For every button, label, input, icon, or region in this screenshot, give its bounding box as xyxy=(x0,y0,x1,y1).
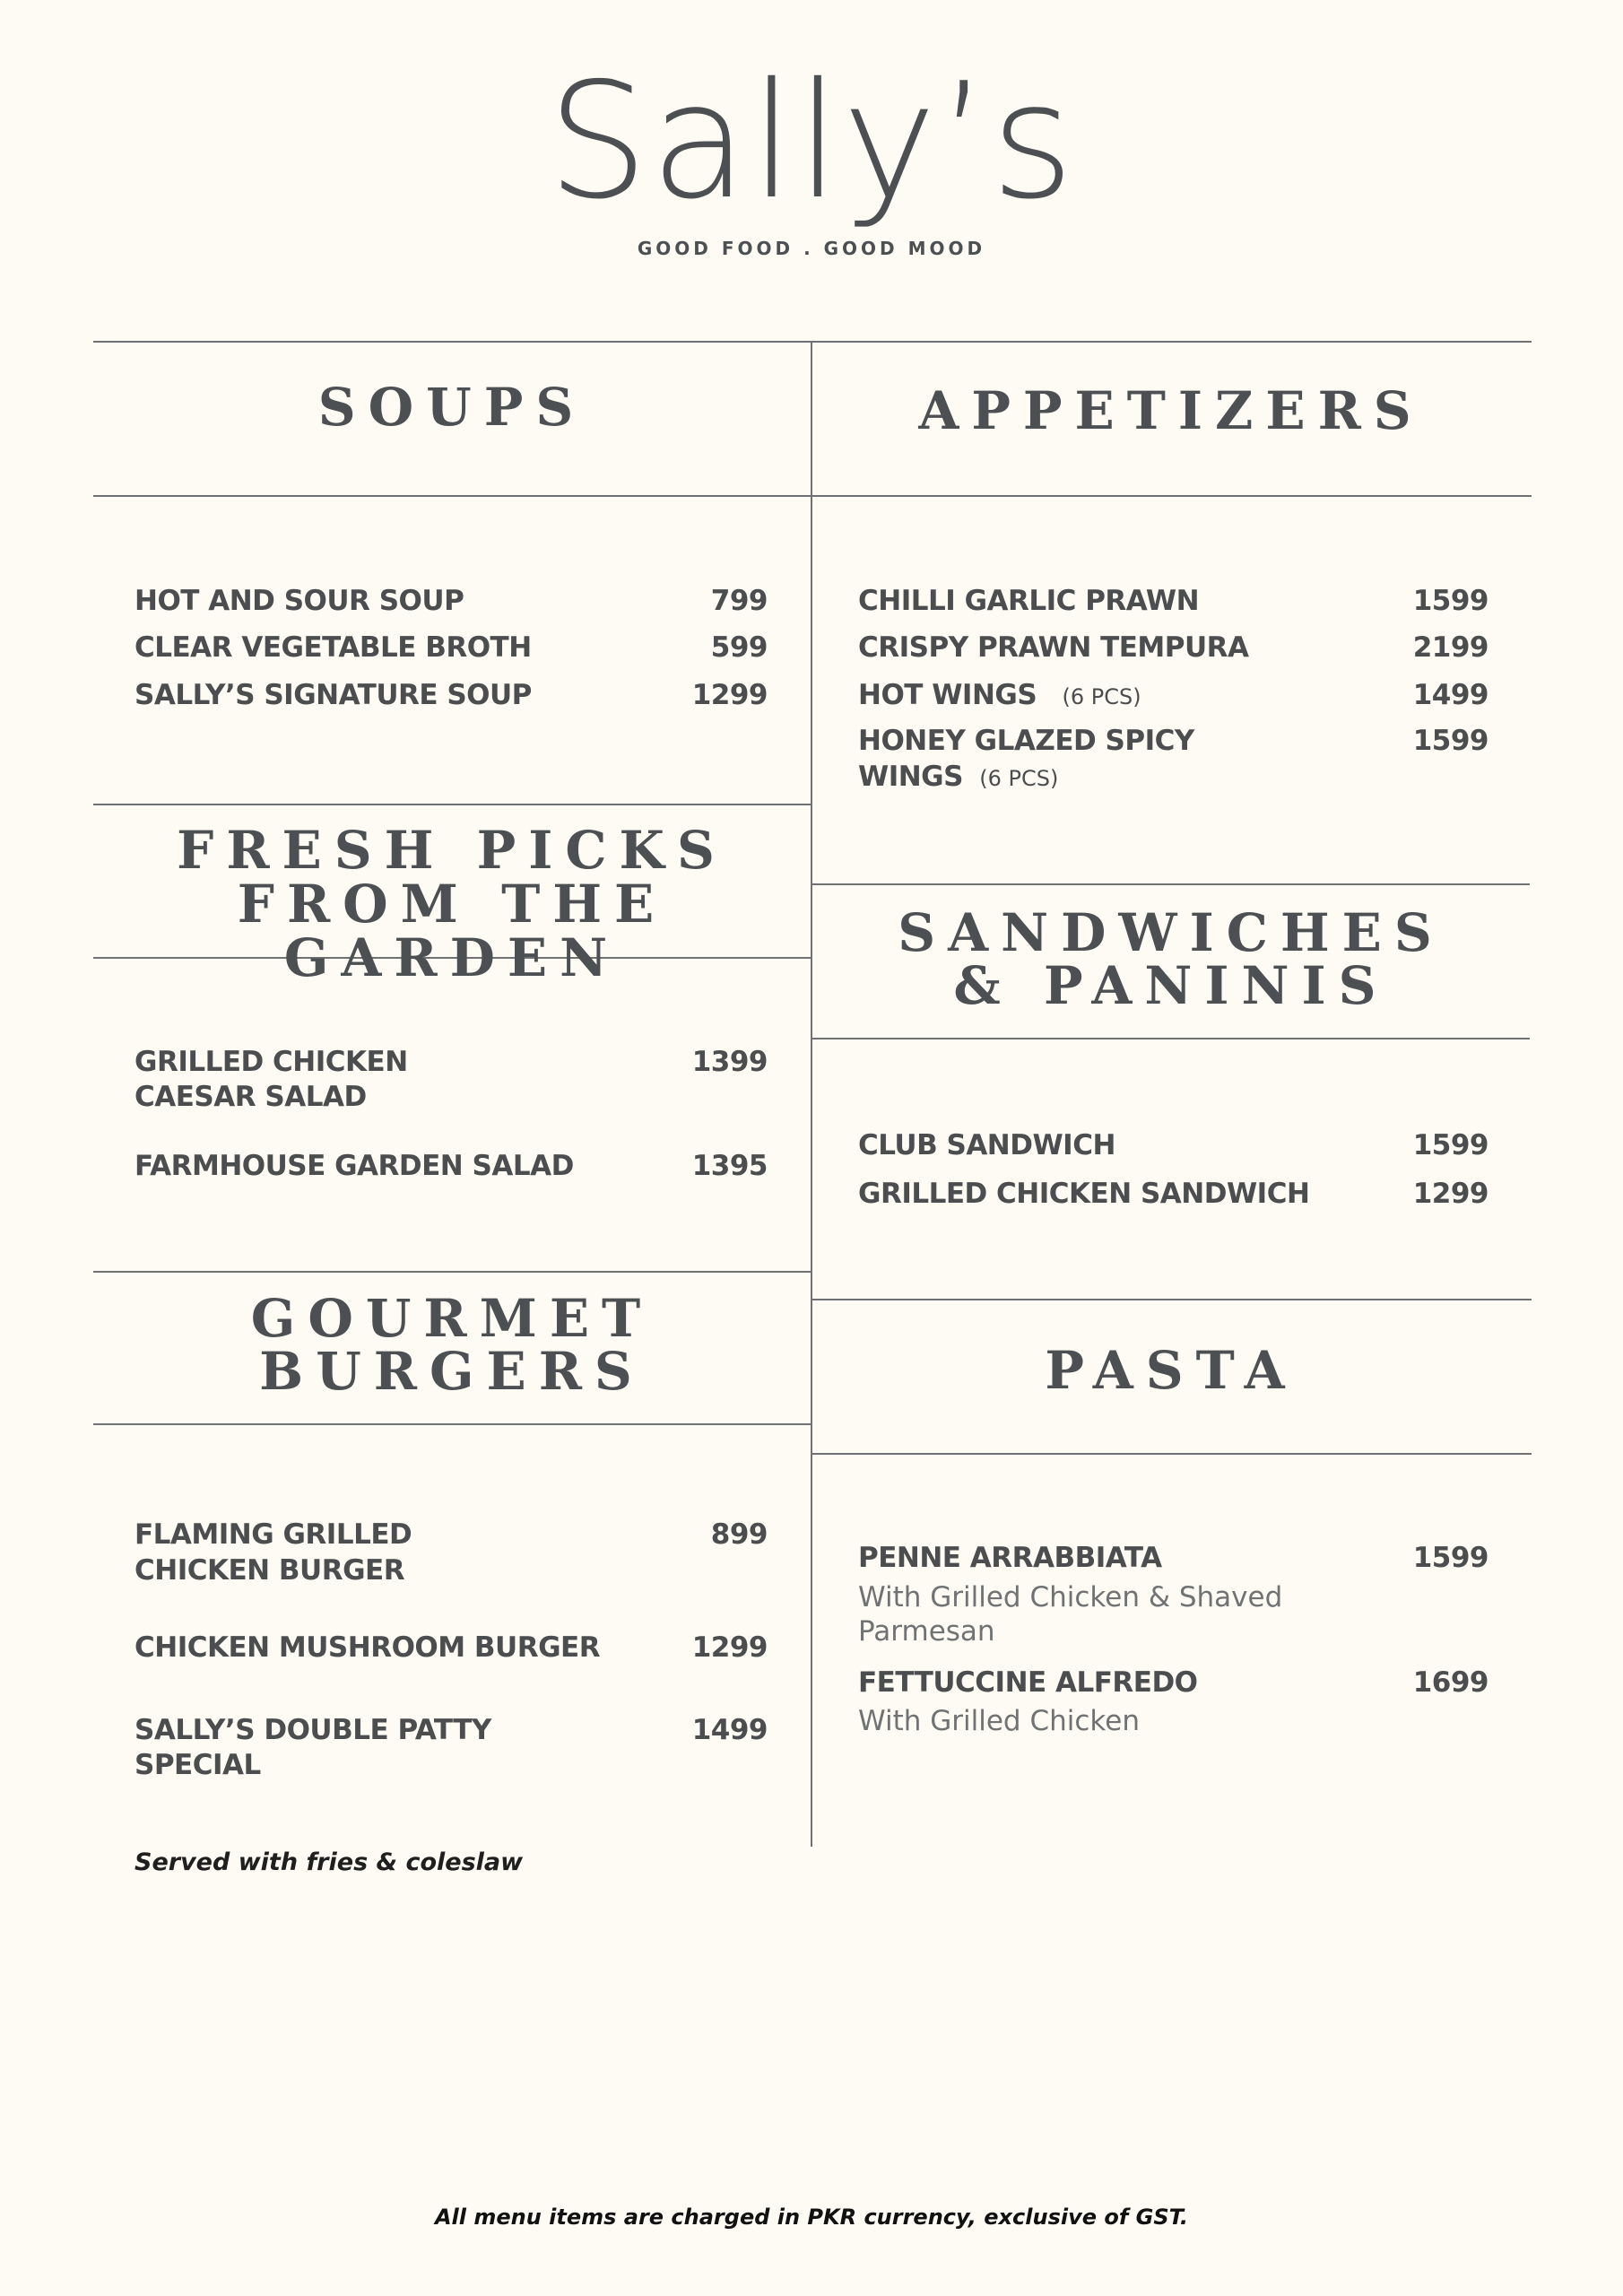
menu-item-name: PENNE ARRABBIATA xyxy=(858,1542,1162,1574)
menu-item-name: CLUB SANDWICH xyxy=(858,1129,1115,1161)
menu-item-price: 1299 xyxy=(691,679,768,711)
menu-item-price: 1599 xyxy=(1412,1129,1488,1161)
divider xyxy=(812,1299,1532,1300)
section-title-soups: SOUPS xyxy=(317,377,586,438)
divider xyxy=(93,1423,811,1425)
menu-item-description: With Grilled Chicken & Shaved xyxy=(858,1581,1283,1613)
menu-item-label: WINGS xyxy=(858,761,963,793)
menu-item-name: CHICKEN MUSHROOM BURGER xyxy=(135,1631,601,1664)
divider xyxy=(93,804,811,805)
menu-item-description: With Grilled Chicken xyxy=(858,1705,1140,1737)
menu-item-name: HONEY GLAZED SPICY xyxy=(858,725,1194,757)
menu-item-name: SALLY’S SIGNATURE SOUP xyxy=(135,679,532,711)
menu-item-price: 1499 xyxy=(1412,679,1488,711)
portion-note: (6 PCS) xyxy=(979,766,1059,791)
menu-item-price: 1499 xyxy=(691,1714,768,1746)
menu-item-name: CHICKEN BURGER xyxy=(135,1554,405,1587)
menu-item-price: 2199 xyxy=(1412,631,1488,664)
menu-item-name: CHILLI GARLIC PRAWN xyxy=(858,585,1200,617)
menu-item-price: 1599 xyxy=(1412,725,1488,757)
divider xyxy=(93,495,1532,497)
portion-note: (6 PCS) xyxy=(1062,684,1141,709)
menu-item-label: HOT WINGS xyxy=(858,679,1037,711)
burgers-note: Served with fries & coleslaw xyxy=(135,1848,524,1876)
section-title-pasta: PASTA xyxy=(1045,1340,1298,1401)
menu-item-description: Parmesan xyxy=(858,1615,995,1648)
menu-item-name: GRILLED CHICKEN xyxy=(135,1046,408,1078)
menu-item-name: FETTUCCINE ALFREDO xyxy=(858,1666,1198,1699)
divider xyxy=(93,1271,811,1273)
menu-item-price: 799 xyxy=(710,585,768,617)
menu-item-price: 1299 xyxy=(691,1631,768,1664)
column-divider xyxy=(811,342,812,1847)
menu-item-price: 1699 xyxy=(1412,1666,1488,1699)
section-title-appetizers: APPETIZERS xyxy=(918,380,1424,441)
menu-item-price: 1395 xyxy=(691,1150,768,1182)
menu-item-name: GRILLED CHICKEN SANDWICH xyxy=(858,1178,1310,1210)
divider xyxy=(812,883,1530,885)
menu-item-price: 1599 xyxy=(1412,585,1488,617)
menu-item-name: CAESAR SALAD xyxy=(135,1081,367,1113)
menu-item-price: 899 xyxy=(710,1518,768,1551)
divider xyxy=(812,1453,1532,1455)
section-title-garden: FRESH PICKS xyxy=(177,820,727,881)
menu-item-price: 1599 xyxy=(1412,1542,1488,1574)
section-title-sandwiches: & PANINIS xyxy=(953,955,1389,1016)
menu-item-name: FARMHOUSE GARDEN SALAD xyxy=(135,1150,574,1182)
menu-item-name: SALLY’S DOUBLE PATTY xyxy=(135,1714,491,1746)
menu-item-name: SPECIAL xyxy=(135,1749,261,1781)
tagline: GOOD FOOD . GOOD MOOD xyxy=(637,238,986,259)
currency-footnote: All menu items are charged in PKR currency, exclusive of GST. xyxy=(434,2205,1189,2230)
menu-item-price: 599 xyxy=(710,631,768,664)
menu-item-name: FLAMING GRILLED xyxy=(135,1518,412,1551)
section-title-garden: FROM THE GARDEN xyxy=(237,874,667,988)
menu-item-name xyxy=(858,677,1141,715)
menu-item-name: CRISPY PRAWN TEMPURA xyxy=(858,631,1249,664)
section-title-sandwiches: SANDWICHES xyxy=(898,902,1445,963)
menu-item-name xyxy=(858,759,1058,796)
menu-item-price: 1399 xyxy=(691,1046,768,1078)
menu-item-name: HOT AND SOUR SOUP xyxy=(135,585,464,617)
section-title-burgers: BURGERS xyxy=(259,1341,645,1402)
divider xyxy=(93,341,1532,343)
section-title-burgers: GOURMET xyxy=(250,1288,654,1349)
menu-item-price: 1299 xyxy=(1412,1178,1488,1210)
divider xyxy=(812,1038,1530,1039)
menu-item-name: CLEAR VEGETABLE BROTH xyxy=(135,631,532,664)
restaurant-logo: Sally’s xyxy=(547,48,1076,234)
